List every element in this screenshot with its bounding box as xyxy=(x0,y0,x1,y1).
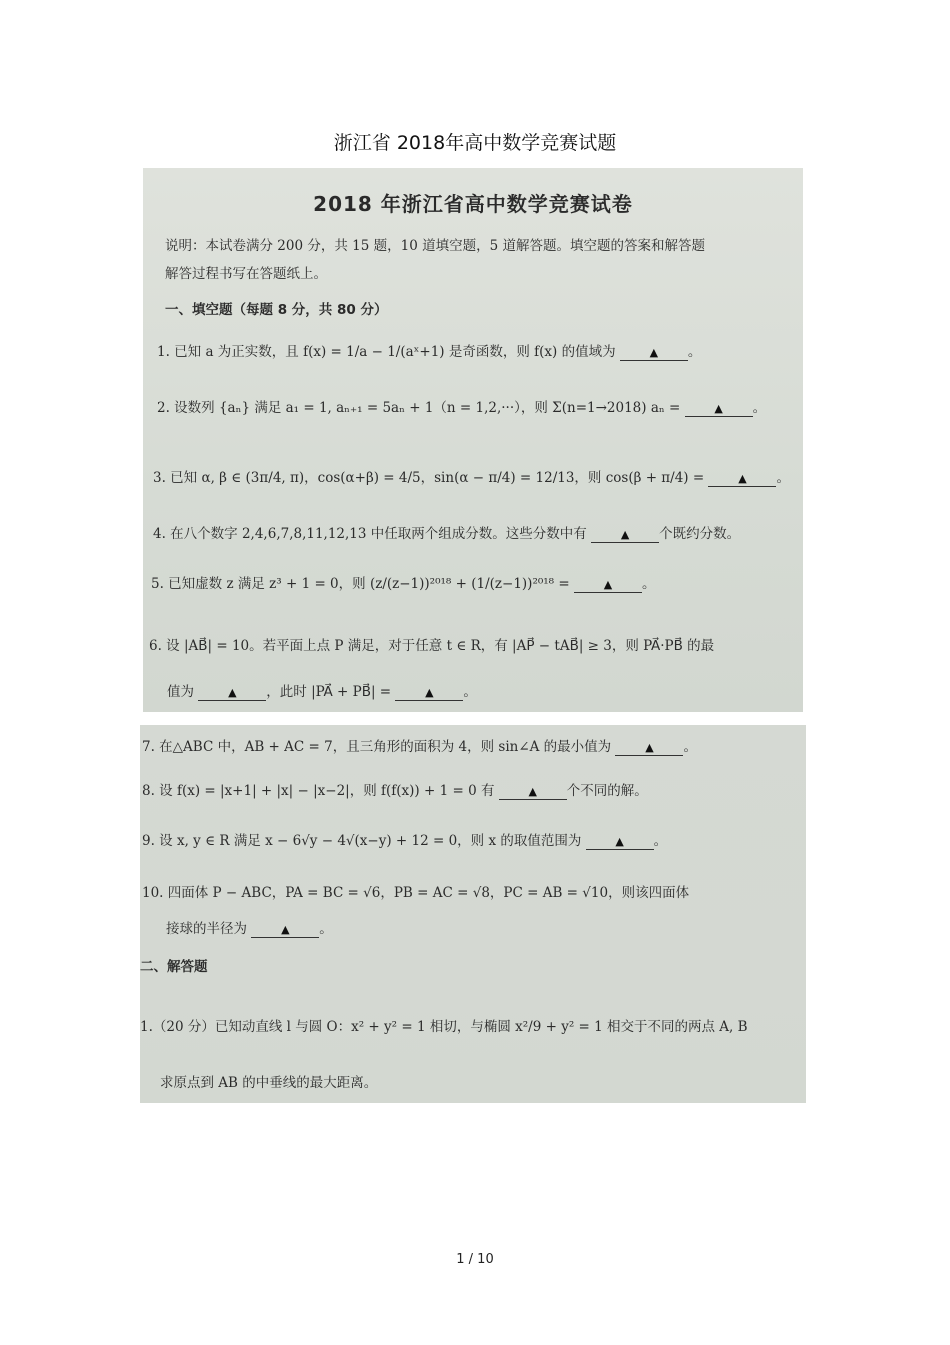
answer-blank xyxy=(586,833,654,850)
question-6-mid: ，此时 |PA⃗ + PB⃗| = xyxy=(266,684,392,700)
answer-blank xyxy=(591,526,659,543)
question-11-line-1: 1.（20 分）已知动直线 l 与圆 O：x² + y² = 1 相切，与椭圆 x²/9 + y² = 1 相交于不同的两点 A, B xyxy=(140,1019,748,1035)
answer-blank xyxy=(574,576,642,593)
question-11-line-2: 求原点到 AB 的中垂线的最大距离。 xyxy=(160,1075,378,1091)
question-1-text: 1. 已知 a 为正实数，且 f(x) = 1/a − 1/(aˣ+1) 是奇函数，则 f(x) 的值域为 xyxy=(157,344,616,360)
page-number: 1 / 10 xyxy=(456,1252,494,1267)
triangle-mark: ▲ xyxy=(714,402,723,415)
question-1 xyxy=(157,340,701,361)
answer-blank xyxy=(620,344,688,361)
answer-blank xyxy=(708,470,776,487)
exam-photo-top xyxy=(143,168,803,712)
page-title: 浙江省 2018年高中数学竞赛试题 xyxy=(333,132,617,154)
exam-photo-bottom xyxy=(140,725,806,1103)
question-5-text: 5. 已知虚数 z 满足 z³ + 1 = 0，则 (z/(z−1))²⁰¹⁸ + (1/(z−1))²⁰¹⁸ = xyxy=(151,576,570,592)
question-4-text: 4. 在八个数字 2,4,6,7,8,11,12,13 中任取两个组成分数。这些分数中有 xyxy=(153,526,587,542)
answer-blank xyxy=(198,684,266,701)
question-3-end: 。 xyxy=(776,470,790,486)
question-3 xyxy=(153,466,790,487)
triangle-mark: ▲ xyxy=(615,835,624,848)
triangle-mark: ▲ xyxy=(281,923,290,936)
question-6-line-2 xyxy=(167,680,477,701)
question-8-text: 8. 设 f(x) = |x+1| + |x| − |x−2|，则 f(f(x)) + 1 = 0 有 xyxy=(142,783,495,799)
triangle-mark: ▲ xyxy=(528,785,537,798)
section-fill-in: 一、填空题（每题 8 分，共 80 分） xyxy=(165,302,388,318)
question-6-end: 。 xyxy=(463,684,477,700)
question-7-text: 7. 在△ABC 中，AB + AC = 7，且三角形的面积为 4，则 sin∠A 的最小值为 xyxy=(142,739,612,755)
note-line-2: 解答过程书写在答题纸上。 xyxy=(165,266,327,282)
question-2-end: 。 xyxy=(752,400,767,416)
answer-blank xyxy=(615,739,683,756)
answer-blank xyxy=(251,921,319,938)
triangle-mark: ▲ xyxy=(603,578,613,591)
question-2 xyxy=(157,396,766,417)
triangle-mark: ▲ xyxy=(228,686,237,699)
question-10-line-1: 10. 四面体 P − ABC，PA = BC = √6，PB = AC = √8，PC = AB = √10，则该四面体 xyxy=(142,885,690,901)
answer-blank xyxy=(499,783,567,800)
paper-title: 2018 年浙江省高中数学竞赛试卷 xyxy=(313,192,633,216)
question-9-end: 。 xyxy=(653,833,668,849)
answer-blank xyxy=(395,684,463,701)
question-10-end: 。 xyxy=(319,921,333,937)
triangle-mark: ▲ xyxy=(620,528,630,541)
question-5 xyxy=(151,572,656,593)
triangle-mark: ▲ xyxy=(425,686,434,699)
question-1-end: 。 xyxy=(687,344,702,360)
question-10-line-2 xyxy=(166,917,333,938)
question-6-text: 值为 xyxy=(167,684,194,700)
triangle-mark: ▲ xyxy=(649,346,659,359)
question-8 xyxy=(142,779,648,800)
question-7-end: 。 xyxy=(683,739,697,755)
question-9 xyxy=(142,829,667,850)
question-8-end: 个不同的解。 xyxy=(566,783,648,799)
triangle-mark: ▲ xyxy=(738,472,747,485)
note-line-1: 说明：本试卷满分 200 分，共 15 题，10 道填空题，5 道解答题。填空题的答案和解答题 xyxy=(165,238,705,254)
triangle-mark: ▲ xyxy=(645,741,654,754)
question-9-text: 9. 设 x, y ∈ R 满足 x − 6√y − 4√(x−y) + 12 = 0，则 x 的取值范围为 xyxy=(142,833,582,849)
question-5-end: 。 xyxy=(642,576,656,592)
question-2-text: 2. 设数列 {aₙ} 满足 a₁ = 1, aₙ₊₁ = 5aₙ + 1（n = 1,2,···），则 Σ(n=1→2018) aₙ = xyxy=(157,400,681,416)
question-10-text: 接球的半径为 xyxy=(166,921,247,937)
question-3-text: 3. 已知 α, β ∈ (3π/4, π)，cos(α+β) = 4/5，sin(α − π/4) = 12/13，则 cos(β + π/4) = xyxy=(153,470,705,486)
question-4 xyxy=(153,522,740,543)
question-7 xyxy=(142,735,697,756)
answer-blank xyxy=(685,400,753,417)
section-problems: 二、解答题 xyxy=(140,959,208,975)
question-4-end: 个既约分数。 xyxy=(659,526,741,542)
question-6-line-1: 6. 设 |AB⃗| = 10。若平面上点 P 满足，对于任意 t ∈ R，有 |AP⃗ − tAB⃗| ≥ 3，则 PA⃗·PB⃗ 的最 xyxy=(149,638,715,654)
